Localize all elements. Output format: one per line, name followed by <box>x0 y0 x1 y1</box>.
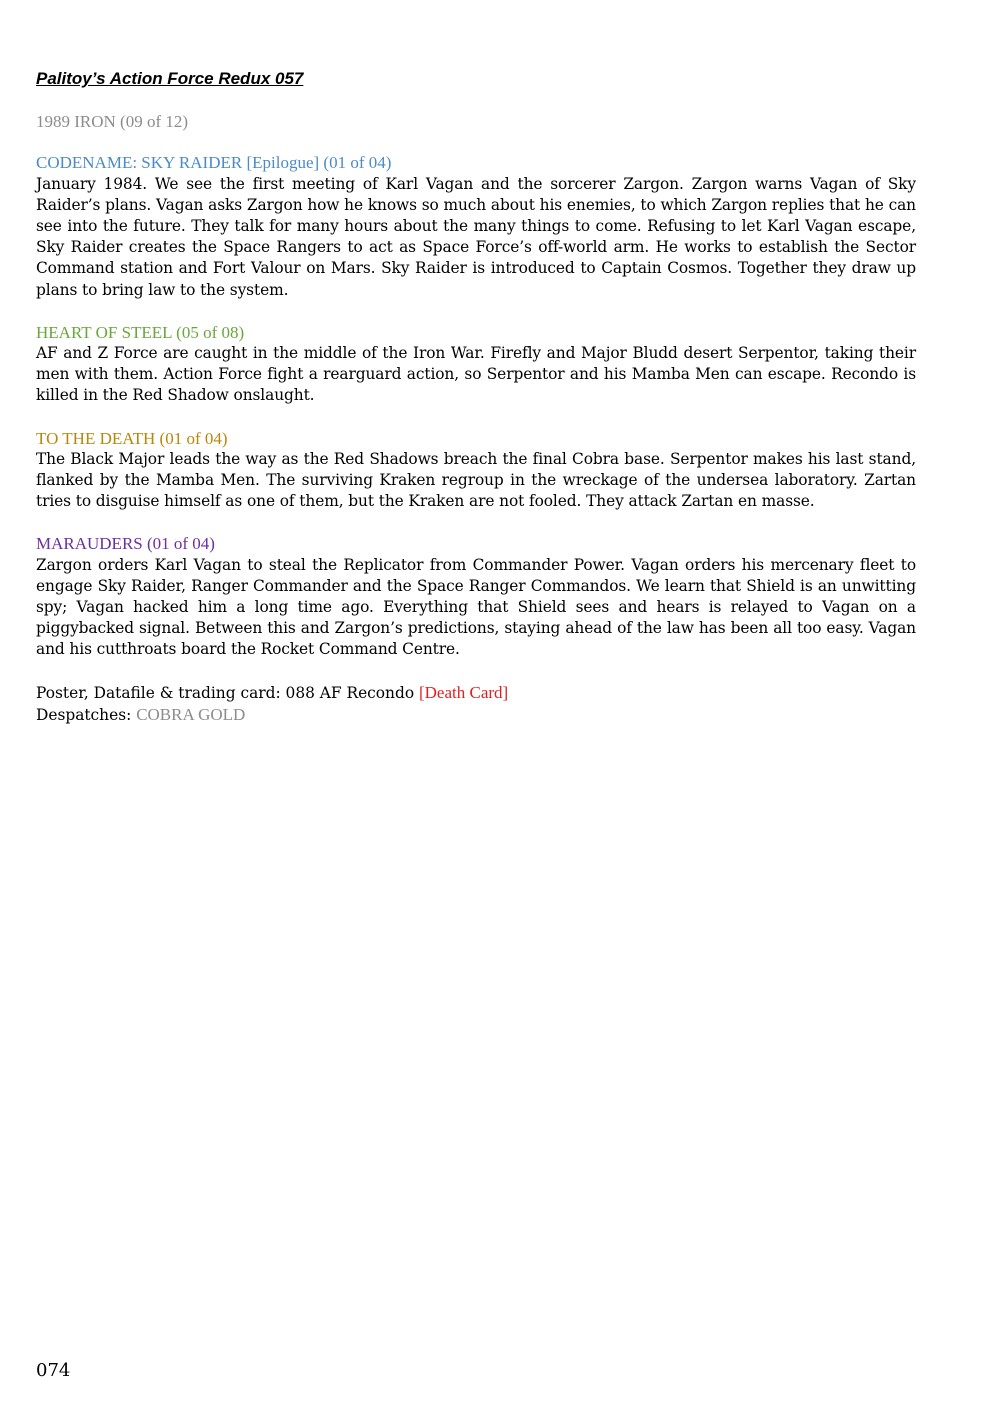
story-heading: MARAUDERS (01 of 04) <box>36 534 215 554</box>
document-title: Palitoy’s Action Force Redux 057 <box>36 69 304 88</box>
story-to-the-death <box>36 428 916 513</box>
page-number: 074 <box>36 1360 71 1381</box>
story-sky-raider <box>36 152 916 300</box>
poster-line <box>36 682 916 704</box>
despatches-value: COBRA GOLD <box>136 704 246 724</box>
story-marauders <box>36 533 916 660</box>
story-body: January 1984. We see the first meeting of Karl Vagan and the sorcerer Zargon. Zargon warns Vagan of Sky Raider’s plans. Vagan asks Zargon how he knows so much about his enemies, to which Zargon replies that he can see into the future. They talk for many hours about the many things to come. Refusing to let Karl Vagan escape, Sky Raider creates the Space Rangers to act as Space Force’s off-world arm. He works to establish the Sector Command station and Fort Valour on Mars. Sky Raider is introduced to Captain Cosmos. Together they draw up plans to bring law to the system. <box>36 174 916 299</box>
despatches-line <box>36 704 916 726</box>
poster-label: Poster, Datafile & trading card: 088 AF Recondo <box>36 683 419 702</box>
issue-line: 1989 IRON (09 of 12) <box>36 112 189 132</box>
story-body: Zargon orders Karl Vagan to steal the Replicator from Commander Power. Vagan orders his mercenary fleet to engage Sky Raider, Ranger Commander and the Space Ranger Commandos. We learn that Shield is an unwitting spy; Vagan hacked him a long time ago. Everything that Shield sees and hears is relayed to Vagan on a piggybacked signal. Between this and Zargon’s predictions, staying ahead of the law has been all too easy. Vagan and his cutthroats board the Rocket Command Centre. <box>36 555 916 659</box>
death-card-tag: [Death Card] <box>418 682 509 702</box>
despatches-label: Despatches: <box>36 705 137 724</box>
story-heading: HEART OF STEEL (05 of 08) <box>36 322 245 342</box>
story-heading: CODENAME: SKY RAIDER [Epilogue] (01 of 04) <box>36 153 392 173</box>
story-heading: TO THE DEATH (01 of 04) <box>36 428 228 448</box>
story-body: The Black Major leads the way as the Red Shadows breach the final Cobra base. Serpentor makes his last stand, flanked by the Mamba Men. The surviving Kraken regroup in the wreckage of the undersea laboratory. Zartan tries to disguise himself as one of them, but the Kraken are not fooled. They attack Zartan en masse. <box>36 449 916 511</box>
story-body: AF and Z Force are caught in the middle of the Iron War. Firefly and Major Bludd desert Serpentor, taking their men with them. Action Force fight a rearguard action, so Serpentor and his Mamba Men can escape. Recondo is killed in the Red Shadow onslaught. <box>36 344 916 405</box>
story-heart-of-steel <box>36 322 916 407</box>
document-page <box>36 68 916 726</box>
